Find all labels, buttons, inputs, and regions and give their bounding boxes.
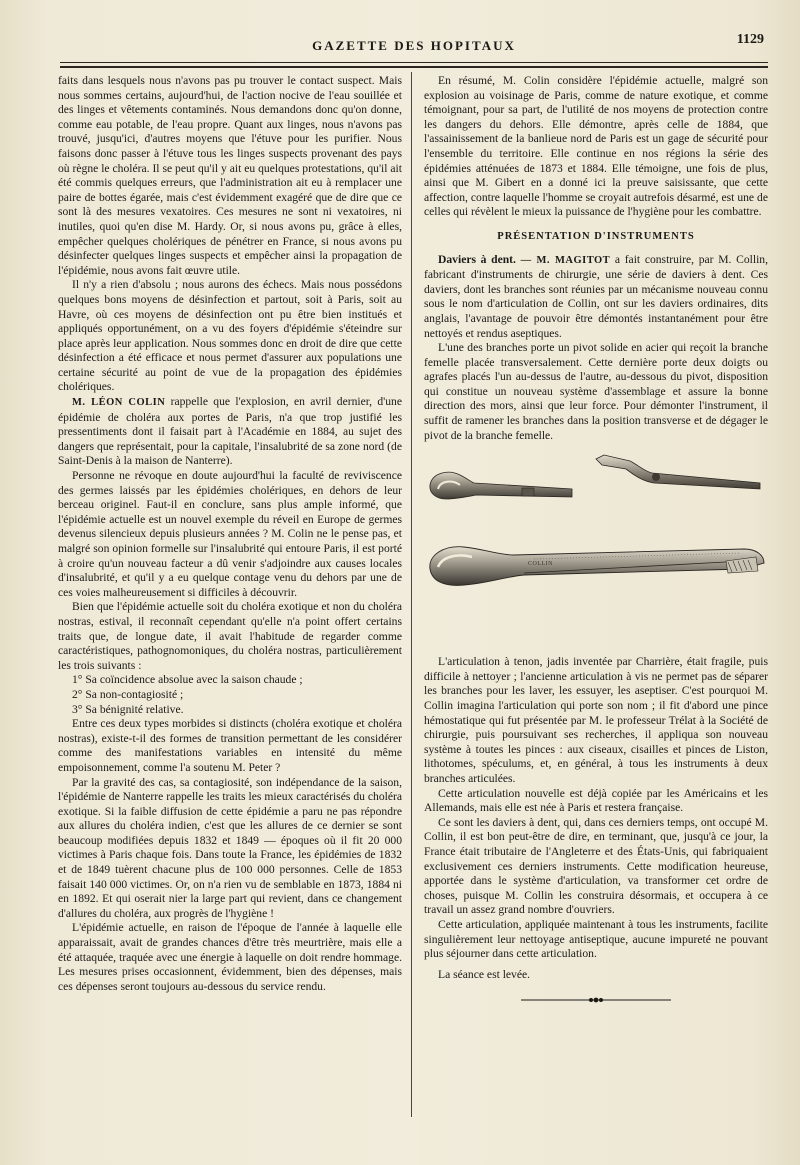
decorative-rule-icon — [521, 996, 671, 1004]
right-column — [424, 74, 768, 1009]
header-rule-thick — [60, 66, 768, 68]
paragraph-text: rappelle que l'explosion, en avril dernier, d'une épidémie de choléra aux portes de Paris, n'a que trop justifié les pressentiments dont il faisait part à l'Académie en 1884, au sujet des dangers que représentait, pour la capitale, l'insalubrité de sa zone nord (de Saint-Denis à la maison de Nanterre). — [58, 395, 402, 468]
journal-title: GAZETTE DES HOPITAUX — [312, 38, 516, 53]
paragraph: Il n'y a rien d'absolu ; nous aurons des échecs. Mais nous possédons quelques bons moyens de désinfection et partout, soit à Paris, soit au Havre, où ces moyens de désinfection ont pu être bien institués et appliqués opportunément, on a vu des foyers d'épidémie s'éteindre sur place après leur application. Nous sommes donc en droit de dire que cette désinfection a été efficace et nous permet d'assurer aux populations une certaine sécurité au point de vue de la propagation des épidémies cholériques. — [58, 278, 402, 394]
paragraph-closing: La séance est levée. — [438, 967, 531, 981]
paragraph: Cette articulation, appliquée maintenant à tous les instruments, facilite singulièrement leur nettoyage antiseptique, aucune impureté ne pouvant plus séjourner dans cette articulation. — [424, 917, 768, 961]
paragraph: Cette articulation nouvelle est déjà copiée par les Américains et les Allemands, mais elle est née à Paris et restera française. — [424, 786, 768, 815]
paragraph: L'articulation à tenon, jadis inventée par Charrière, était fragile, puis difficile à nettoyer ; l'ancienne articulation à vis ne permet pas de séparer les branches pour les laver, les essuyer, les aseptiser. C'est pourquoi M. Collin imagina l'articulation qui porte son nom ; il fit d'abord une pince hémostatique qui fut présentée par M. le professeur Trélat à la Société de chirurgie, puis poursuivant ses recherches, il appliqua son nouveau système à toutes les pinces : aux ciseaux, cisailles et pinces de Liston, lithotomes, spéculums, et, en général, à tous les instruments à deux branches articulées. — [424, 655, 768, 785]
paragraph: L'épidémie actuelle, en raison de l'époque de l'année à laquelle elle apparaissait, avait de grandes chances d'être très meurtrière, mais elle a été attaquée, traquée avec une énergie à laquelle on doit rendre hommage. Les mesures prises occasionnent, évidemment, bien des dépenses, mais ces dépenses seront toujours au-dessous du service rendu. — [58, 921, 402, 993]
speaker-name: M. LÉON COLIN — [72, 397, 166, 409]
forceps-branch-right-illustration — [594, 451, 764, 493]
item-title: Daviers à dent. — [438, 252, 516, 266]
forceps-figure — [424, 449, 768, 649]
page-number: 1129 — [736, 32, 764, 47]
assembled-forceps-illustration — [424, 535, 768, 599]
header-rule-thin — [60, 62, 768, 63]
list-item: 3° Sa bénignité relative. — [72, 702, 184, 716]
end-ornament — [424, 994, 768, 1009]
paragraph: Ce sont les daviers à dent, qui, dans ces derniers temps, ont occupé M. Collin, il est bon peut-être de dire, en terminant, que, jusqu'à ce jour, la France était tributaire de l'Angleterre et des États-Unis, qui fabriquaient exclusivement ces derniers instruments. Cette modification heureuse, apportée dans le système d'articulation, va transformer cet ordre de choses, puisque M. Collin les construira désormais, et occupera à ce travail un assez grand nombre d'ouvriers. — [424, 815, 768, 917]
paragraph: Bien que l'épidémie actuelle soit du choléra exotique et non du choléra nostras, estival, il reconnaît cependant qu'elle n'a point offert certains traits que, de longue date, il avait l'habitude de regarder comme caractéristiques, pathognomoniques, du choléra nostras, particulièrement les trois suivants : — [58, 600, 402, 672]
list-item: 1° Sa coïncidence absolue avec la saison chaude ; — [72, 673, 303, 687]
speaker-name: — M. MAGITOT — [520, 254, 611, 266]
engraving-maker-mark: COLLIN — [528, 561, 553, 568]
paragraph: Personne ne révoque en doute aujourd'hui la faculté de reviviscence des germes laissés par les épidémies cholériques, en dehors de leur berceau originel. Faut-il en conclure, sans plus ample informé, que l'épidémie actuelle est un nouvel exemple du réveil en Europe de germes devenus silencieux depuis plusieurs années ? M. Colin ne le pense pas, et malgré son opinion formelle sur l'insalubrité qui entoure Paris, il est porté à croire qu'un nouveau facteur a dû venir s'adjoindre aux causes locales d'insalubrité, et qu'il y a eu quelque contage venu du dehors par une de ces voies malheureusement si difficiles à découvrir. — [58, 469, 402, 599]
running-head — [60, 34, 768, 58]
paragraph-colin — [58, 395, 402, 469]
paragraph: L'une des branches porte un pivot solide en acier qui reçoit la branche femelle placée transversalement. Cette dernière porte deux doigts ou agrafes placés l'un au-dessus de l'autre, au-dessous du pivot, disposition qui constitue un nouveau système d'assemblage et assure la bonne direction des mors, ainsi que leur force. Pour démonter l'instrument, il suffit de ramener les branches dans la position transverse et de dégager le pivot de la branche femelle. — [424, 341, 768, 442]
list-item: 2° Sa non-contagiosité ; — [72, 687, 184, 701]
left-column — [58, 74, 402, 994]
paragraph: Par la gravité des cas, sa contagiosité, son indépendance de la saison, l'épidémie de Nanterre rappelle les traits les mieux caractérisés du choléra exotique. Si la faible diffusion de cette épidémie a paru ne pas répondre aux allures du choléra indien, c'est que les allures de ce dernier se sont beaucoup modifiées depuis 1832 et 1849 — époques où il fit 20 000 victimes à Paris chaque fois. Dans toute la France, les épidémies de 1832 et de 1849 tuèrent chacune plus de 100 000 personnes. Celle de 1853 faisait 140 000 victimes. Or, on n'a rien vu de semblable en 1873, 1884 ni en 1892. Et qui oserait nier la large part qui revient, dans ce changement d'allures du choléra, aux progrès de l'hygiène ! — [58, 775, 402, 920]
column-divider — [411, 72, 412, 1117]
paragraph-text: a fait construire, par M. Collin, fabricant d'instruments de chirurgie, une série de daviers à dent. Ces daviers, dont les branches sont réunies par un mécanisme nouveau connu sous le nom d'articulation de Collin, ont sur les daviers ordinaires, dits anglais, l'avantage de pouvoir être démontés instantanément pour être nettoyés et rendus aseptiques. — [424, 252, 768, 340]
paragraph: En résumé, M. Colin considère l'épidémie actuelle, malgré son explosion au voisinage de Paris, comme de nature exotique, et comme témoignant, pour sa part, de l'utilité de nos moyens de protection contre les dangers du dehors. Elle démontre, après celle de 1884, que l'assainissement de la banlieue nord de Paris est un gage de sécurité pour l'ensemble du territoire. Elle continue en nos régions la série des épidémies atténuées de 1873 et 1884. Elle témoigne, une fois de plus, ainsi que M. Gibert en a donné ici la preuve saisissante, que cette affection, contre laquelle l'homme se croyait autrefois désarmé, est une de celles qui révèlent le mieux la puissance de l'hygiène pour les combattre. — [424, 74, 768, 219]
section-heading: PRÉSENTATION D'INSTRUMENTS — [497, 230, 695, 242]
paragraph: faits dans lesquels nous n'avons pas pu trouver le contact suspect. Mais nous sommes certains, aujourd'hui, de l'action nocive de l'eau souillée et des linges et vêtements contaminés. Nous demandons donc qu'on donne, comme eau potable, de l'eau propre. Quant aux linges, nous n'avons pas trouvé, jusqu'ici, d'autres moyens que l'étuve pour les purifier. Nous faisons donc passer à l'étuve tous les linges suspects provenant des pays où règne le choléra. Il se peut qu'il y ait eu quelques protestations, qu'il ait été commis quelques erreurs, que l'administration ait eu à remplacer une paire de bottes égarée, mais c'est évidemment exagéré que de dire que ce sont là des mesures vexatoires. Ces mesures ne sont ni vexatoires, ni inutiles, quoi qu'en dise M. Hardy. Or, si nous avons pu, grâce à elles, empêcher quelques cholériques de pénétrer en France, si nous avons pu désinfecter quelques linges suspects et empêcher ainsi la propagation de l'épidémie, nous avons fait œuvre utile. — [58, 74, 402, 277]
paragraph-daviers — [424, 253, 768, 342]
paragraph: Entre ces deux types morbides si distincts (choléra exotique et choléra nostras), existe-t-il des formes de transition permettant de les considérer comme des manifestations variables en intensité du même empoisonnement, comme l'a soutenu M. Peter ? — [58, 717, 402, 774]
forceps-branch-left-illustration — [426, 459, 576, 509]
